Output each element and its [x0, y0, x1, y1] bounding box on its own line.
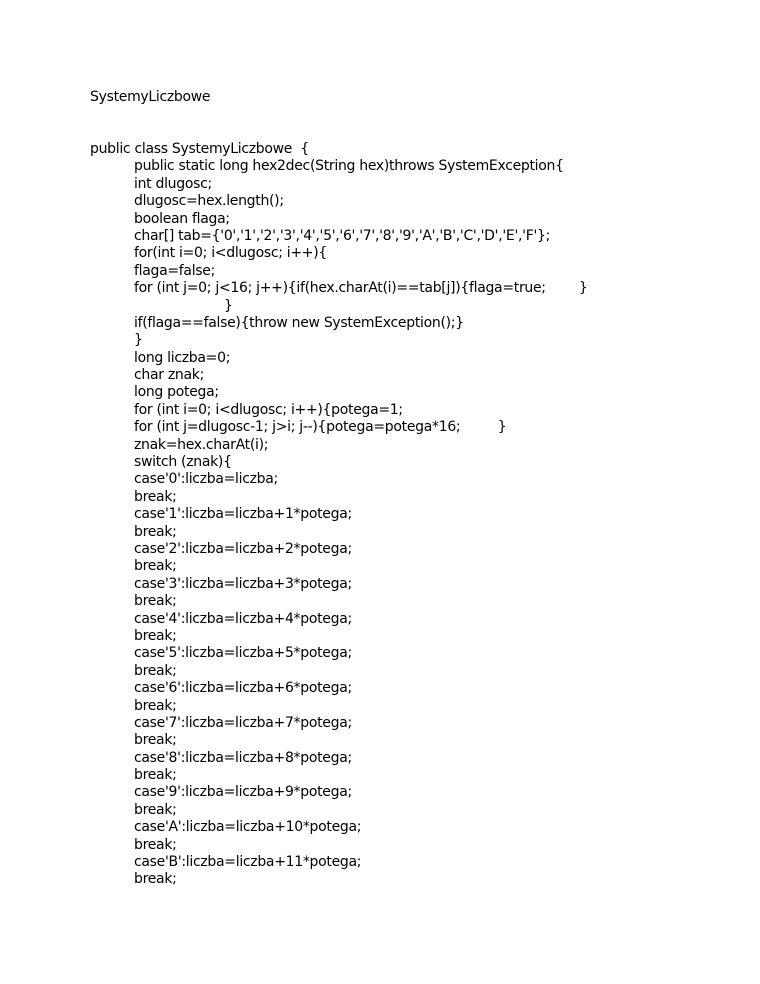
- code-line: char znak;: [134, 367, 204, 384]
- code-line: for(int i=0; i<dlugosc; i++){: [134, 245, 328, 262]
- code-line: znak=hex.charAt(i);: [134, 436, 269, 453]
- code-line: boolean flaga;: [134, 210, 230, 227]
- code-line: break;: [134, 801, 177, 818]
- code-line: for (int j=dlugosc-1; j>i; j--){potega=potega*16; }: [134, 419, 507, 436]
- code-line: case'1':liczba=liczba+1*potega;: [134, 506, 352, 523]
- code-line: for (int i=0; i<dlugosc; i++){potega=1;: [134, 401, 403, 418]
- code-line: case'4':liczba=liczba+4*potega;: [134, 610, 352, 627]
- code-line: break;: [134, 627, 177, 644]
- code-line: char[] tab={'0','1','2','3','4','5','6','7','8','9','A','B','C','D','E','F'};: [134, 227, 551, 244]
- code-line: public static long hex2dec(String hex)throws SystemException{: [134, 158, 564, 175]
- code-line: public class SystemyLiczbowe {: [90, 141, 310, 157]
- code-line: break;: [134, 767, 177, 784]
- code-line: for (int j=0; j<16; j++){if(hex.charAt(i)==tab[j]){flaga=true; }: [134, 280, 588, 297]
- code-line: case'6':liczba=liczba+6*potega;: [134, 680, 352, 697]
- code-line: long potega;: [134, 384, 219, 401]
- document-title: SystemyLiczbowe: [90, 89, 211, 105]
- code-line: break;: [134, 732, 177, 749]
- code-line: case'A':liczba=liczba+10*potega;: [134, 819, 362, 836]
- code-line: flaga=false;: [134, 262, 216, 279]
- code-line: case'2':liczba=liczba+2*potega;: [134, 540, 352, 557]
- code-line: case'3':liczba=liczba+3*potega;: [134, 575, 352, 592]
- code-line: case'9':liczba=liczba+9*potega;: [134, 784, 352, 801]
- code-line: switch (znak){: [134, 454, 232, 471]
- code-line: int dlugosc;: [134, 175, 212, 192]
- code-line: break;: [134, 593, 177, 610]
- code-line: case'B':liczba=liczba+11*potega;: [134, 854, 362, 871]
- code-line: long liczba=0;: [134, 349, 231, 366]
- code-line: break;: [134, 488, 177, 505]
- code-line: }: [224, 297, 233, 314]
- code-line: break;: [134, 836, 177, 853]
- code-line: break;: [134, 558, 177, 575]
- code-line: break;: [134, 523, 177, 540]
- code-line: }: [134, 332, 143, 349]
- code-line: break;: [134, 662, 177, 679]
- code-line: case'8':liczba=liczba+8*potega;: [134, 749, 352, 766]
- code-line: if(flaga==false){throw new SystemException();}: [134, 314, 464, 331]
- code-line: case'7':liczba=liczba+7*potega;: [134, 714, 352, 731]
- code-line: break;: [134, 697, 177, 714]
- code-block: [90, 141, 588, 889]
- code-line: case'0':liczba=liczba;: [134, 471, 278, 488]
- code-line: dlugosc=hex.length();: [134, 193, 284, 210]
- code-line: case'5':liczba=liczba+5*potega;: [134, 645, 352, 662]
- code-line: break;: [134, 871, 177, 888]
